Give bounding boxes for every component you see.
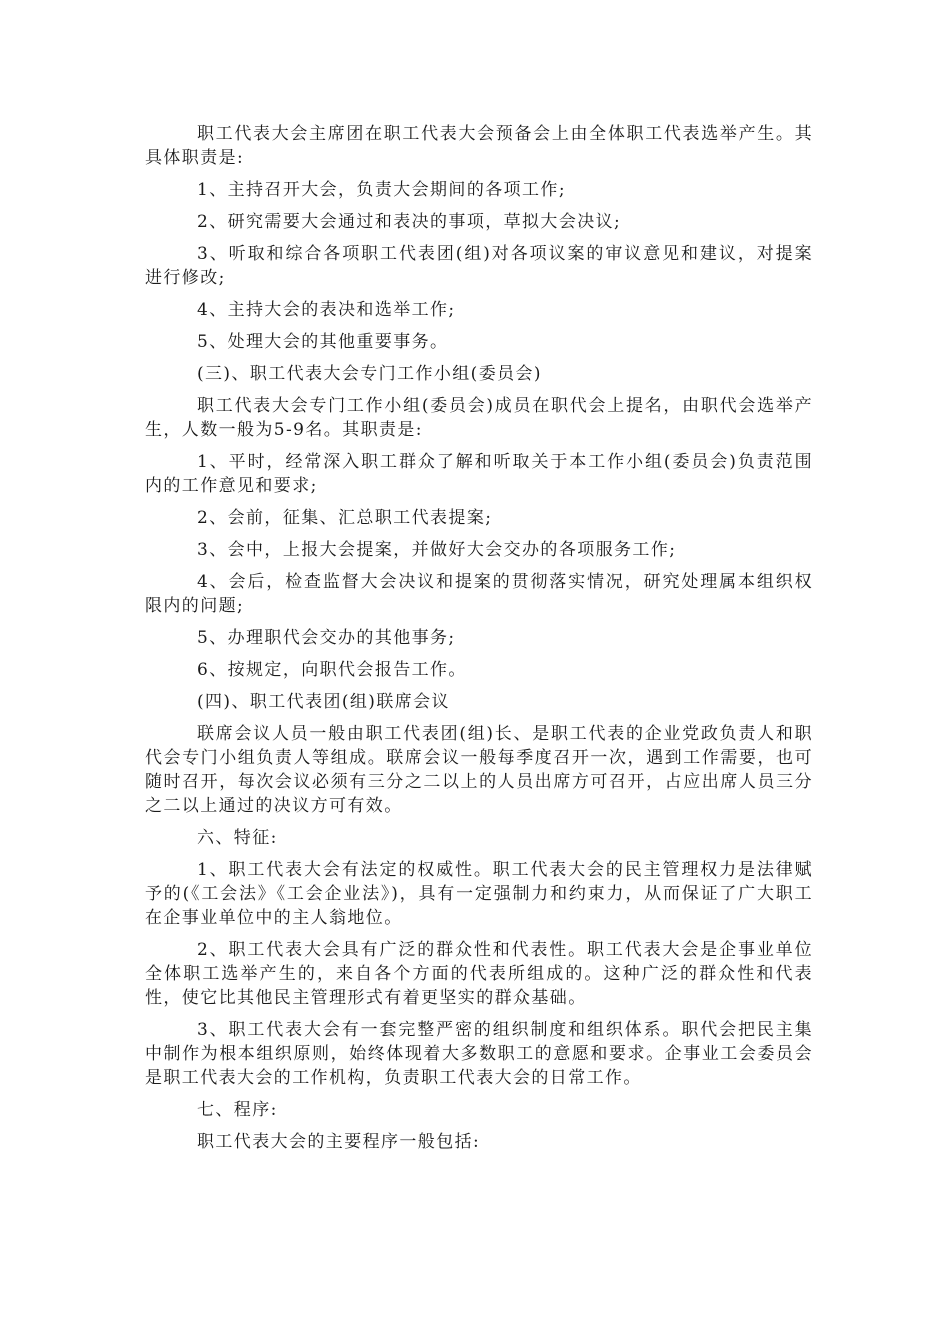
section-heading-procedure: 七、程序:: [197, 1100, 278, 1120]
paragraph-feature-2: 2、职工代表大会具有广泛的群众性和代表性。职工代表大会是企事业单位全体职工选举产生的，来自各个方面的代表所组成的。这种广泛的群众性和代表性，使它比其他民主管理形式有着更坚实的群众基础。: [145, 940, 813, 1008]
paragraph-duty-5: 5、处理大会的其他重要事务。: [197, 332, 449, 352]
paragraph-duty-1: 1、主持召开大会，负责大会期间的各项工作;: [197, 180, 566, 200]
paragraph-group-duty-6: 6、按规定，向职代会报告工作。: [197, 660, 467, 680]
paragraph-feature-1: 1、职工代表大会有法定的权威性。职工代表大会的民主管理权力是法律赋予的(《工会法》《工会企业法》)，具有一定强制力和约束力，从而保证了广大职工在企事业单位中的主人翁地位。: [145, 860, 813, 928]
paragraph-duty-3: 3、听取和综合各项职工代表团(组)对各项议案的审议意见和建议，对提案进行修改;: [145, 244, 813, 288]
paragraph-group-duty-1: 1、平时，经常深入职工群众了解和听取关于本工作小组(委员会)负责范围内的工作意见和要求;: [145, 452, 813, 496]
paragraph-group-duty-3: 3、会中，上报大会提案，并做好大会交办的各项服务工作;: [197, 540, 677, 560]
section-heading-features: 六、特征:: [197, 828, 278, 848]
paragraph-group-duty-2: 2、会前，征集、汇总职工代表提案;: [197, 508, 493, 528]
paragraph-duty-4: 4、主持大会的表决和选举工作;: [197, 300, 456, 320]
section-heading-working-group: (三)、职工代表大会专门工作小组(委员会): [197, 364, 542, 384]
paragraph-group-duty-5: 5、办理职代会交办的其他事务;: [197, 628, 456, 648]
document-body: [145, 122, 813, 1162]
paragraph-duty-2: 2、研究需要大会通过和表决的事项，草拟大会决议;: [197, 212, 622, 232]
paragraph-procedure-intro: 职工代表大会的主要程序一般包括:: [197, 1132, 481, 1152]
paragraph-presidium-intro: 职工代表大会主席团在职工代表大会预备会上由全体职工代表选举产生。其具体职责是:: [145, 124, 813, 168]
paragraph-working-group-intro: 职工代表大会专门工作小组(委员会)成员在职代会上提名，由职代会选举产生，人数一般为5-9名。其职责是:: [145, 396, 813, 440]
paragraph-group-duty-4: 4、会后，检查监督大会决议和提案的贯彻落实情况，研究处理属本组织权限内的问题;: [145, 572, 813, 616]
paragraph-feature-3: 3、职工代表大会有一套完整严密的组织制度和组织体系。职代会把民主集中制作为根本组织原则，始终体现着大多数职工的意愿和要求。企事业工会委员会是职工代表大会的工作机构，负责职工代表大会的日常工作。: [145, 1020, 813, 1088]
paragraph-joint-meeting: 联席会议人员一般由职工代表团(组)长、是职工代表的企业党政负责人和职代会专门小组负责人等组成。联席会议一般每季度召开一次，遇到工作需要，也可随时召开，每次会议必须有三分之二以上的人员出席方可召开，占应出席人员三分之二以上通过的决议方可有效。: [145, 724, 813, 816]
section-heading-joint-meeting: (四)、职工代表团(组)联席会议: [197, 692, 450, 712]
